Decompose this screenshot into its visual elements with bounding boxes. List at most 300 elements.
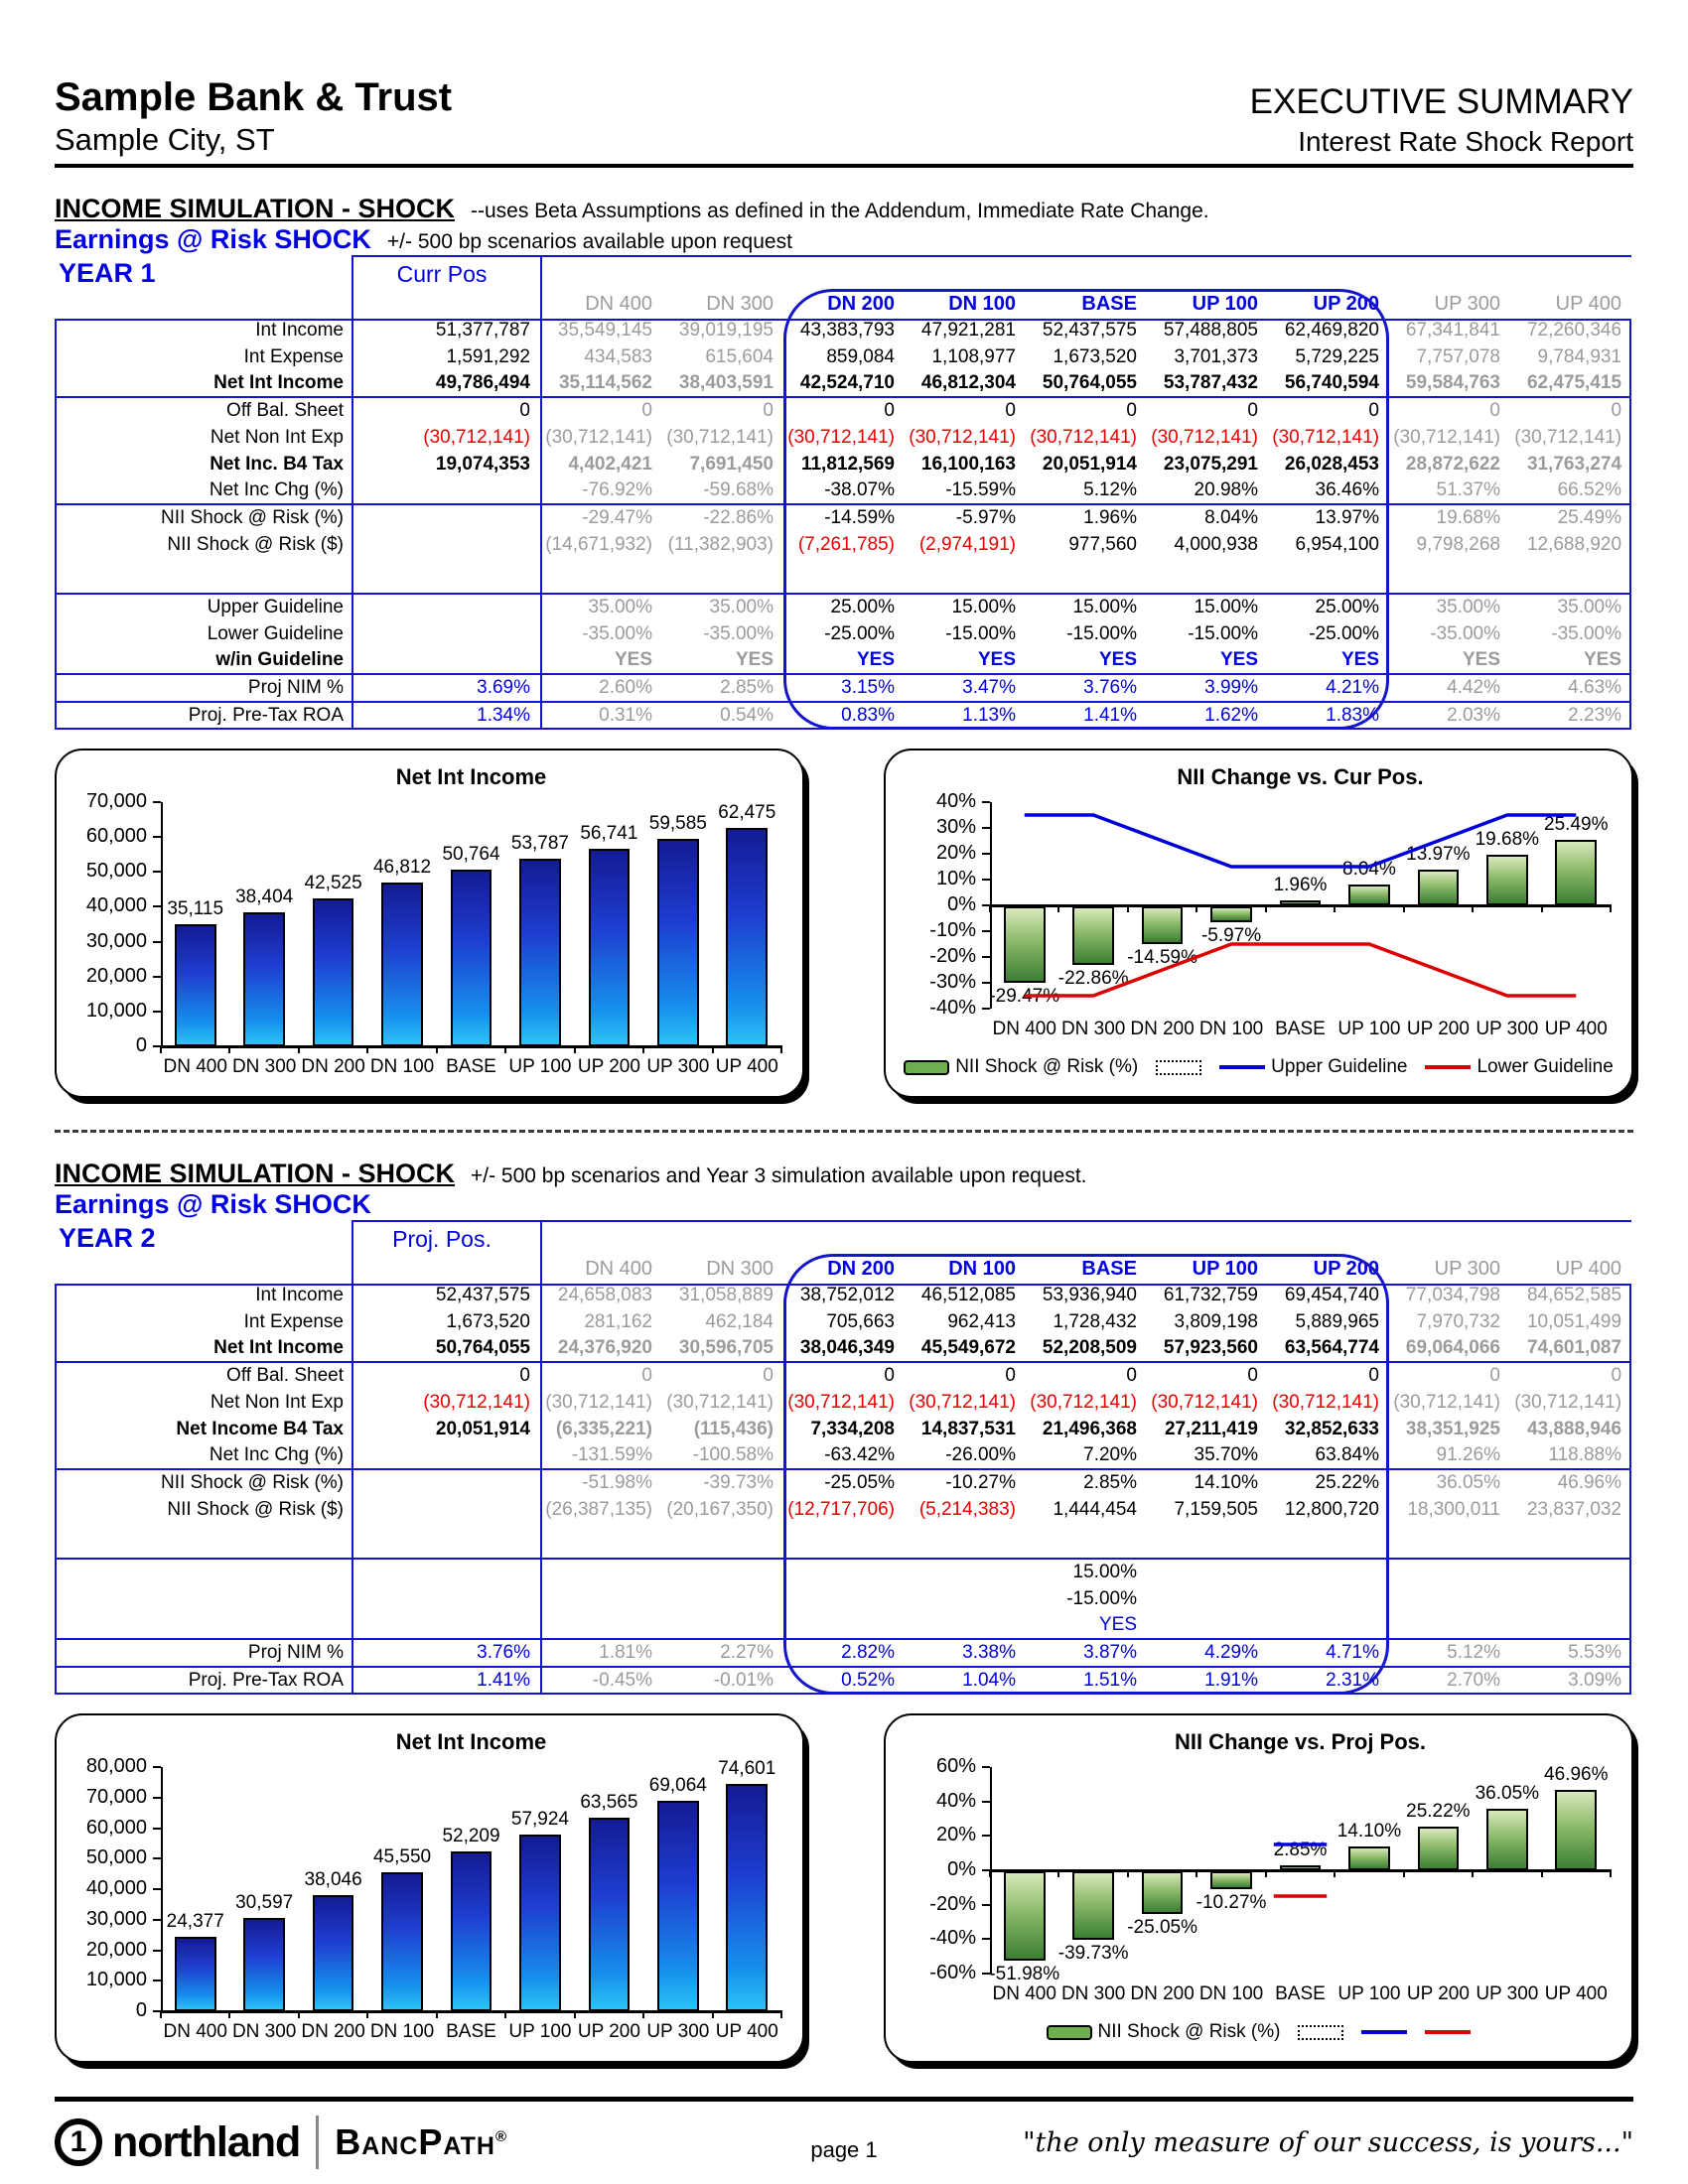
bar (657, 839, 699, 1046)
row-label: Net Non Int Exp (210, 1391, 344, 1413)
x-axis-tick (780, 1045, 782, 1053)
bar (381, 1872, 423, 2011)
table-row (55, 451, 1631, 478)
table-cell: (30,712,141) (1514, 426, 1622, 448)
column-header: DN 300 (706, 1257, 774, 1280)
bar-value-label: 59,585 (648, 812, 707, 834)
table-cell: 28,872,622 (1405, 453, 1500, 475)
table-cell: 46,512,085 (920, 1284, 1016, 1305)
table-cell: 7,334,208 (810, 1418, 895, 1439)
table-cell: 35,549,145 (557, 319, 652, 341)
bar (451, 870, 492, 1046)
table-row (55, 343, 1631, 370)
header-left (55, 75, 452, 158)
year1-charts (55, 749, 1633, 1098)
table-cell: (30,712,141) (787, 426, 895, 448)
table-cell: 3,809,198 (1174, 1310, 1258, 1332)
legend-bar-swatch (1047, 2025, 1092, 2040)
table-cell: 38,046,349 (799, 1337, 895, 1358)
table-row (55, 504, 1631, 531)
table-cell: 1,673,520 (1053, 345, 1137, 367)
table-cell: 7,159,505 (1174, 1498, 1258, 1520)
table-cell: 7.20% (1083, 1444, 1137, 1465)
bar (243, 912, 285, 1046)
table-row (55, 702, 1631, 729)
y-axis-tick-label: 30% (935, 816, 976, 838)
table-cell: YES (1340, 649, 1379, 670)
table-cell: -25.05% (783, 1469, 905, 1496)
table-cell: 35,114,562 (558, 372, 652, 393)
table-cell: 7,757,078 (1416, 345, 1500, 367)
table-cell: 43,383,793 (799, 319, 895, 341)
table-cell: 23,837,032 (1526, 1498, 1622, 1520)
table-cell: (30,712,141) (545, 1391, 652, 1413)
x-axis-tick (160, 1045, 162, 1053)
column-header: BASE (1081, 292, 1137, 315)
x-axis-category-label: UP 300 (646, 2021, 710, 2042)
section-subtitle-row (55, 224, 1633, 255)
table-cell (55, 290, 352, 317)
row-label (55, 1612, 352, 1639)
table-cell: 91.26% (1436, 1444, 1500, 1465)
x-axis-category-label: DN 300 (231, 1056, 297, 1077)
x-axis-tick (436, 2010, 438, 2018)
bar-value-label: -39.73% (1057, 1942, 1129, 1964)
table-cell: 35.70% (1194, 1444, 1258, 1465)
table-cell: 1.96% (1026, 504, 1147, 531)
table-cell: 0 (1389, 397, 1510, 424)
table-cell: 0 (783, 397, 905, 424)
x-axis-tick (504, 2010, 506, 2018)
table-cell (352, 504, 541, 531)
table-cell: 69,064,066 (1405, 1337, 1500, 1358)
legend-label: NII Shock @ Risk (%) (955, 1056, 1139, 1077)
x-axis-category-label: UP 100 (508, 1056, 572, 1077)
table-cell: 8.04% (1147, 504, 1268, 531)
table-cell: 5,729,225 (1295, 345, 1379, 367)
table-row (55, 370, 1631, 397)
year2-charts (55, 1713, 1633, 2063)
y-axis-tick (982, 1938, 990, 1940)
table-row (55, 1496, 1631, 1523)
y-axis-tick (982, 956, 990, 958)
position-column-header: Proj. Pos. (352, 1221, 541, 1255)
row-label: NII Shock @ Risk ($) (167, 1498, 344, 1520)
table-cell: -29.47% (541, 504, 662, 531)
table-cell: 0 (1147, 397, 1268, 424)
legend-item (1219, 1056, 1407, 1078)
table-cell: 962,413 (947, 1310, 1016, 1332)
table-row (55, 531, 1631, 558)
table-cell: (14,671,932) (545, 533, 652, 555)
table-cell: 0 (905, 397, 1026, 424)
table-cell: -25.00% (1309, 622, 1379, 644)
y-axis-tick (153, 1797, 161, 1799)
table-cell: 35.00% (541, 594, 662, 620)
year1-shock-table (55, 255, 1631, 729)
table-cell (1147, 1612, 1268, 1639)
y-axis-tick-label: -10% (929, 919, 976, 941)
table-cell: YES (1098, 649, 1137, 670)
table-cell: 25.00% (1268, 594, 1389, 620)
report-subtitle: Interest Rate Shock Report (1298, 126, 1633, 157)
table-cell: (30,712,141) (909, 426, 1016, 448)
y-axis-tick-label: -40% (929, 997, 976, 1019)
legend-item (904, 1056, 1138, 1078)
row-label: Net Int Income (213, 1337, 344, 1358)
table-cell: (30,712,141) (666, 1391, 774, 1413)
table-cell: YES (735, 649, 774, 670)
year-label: YEAR 1 (59, 258, 156, 288)
x-axis-category-label: DN 200 (301, 1056, 365, 1077)
column-header: UP 200 (1313, 292, 1379, 315)
footer-quote: "the only measure of our success, is yours..." (1023, 2126, 1633, 2158)
registered-mark: ® (494, 2128, 508, 2145)
table-cell: -63.42% (824, 1444, 895, 1465)
table-cell: 1.83% (1268, 702, 1389, 729)
table-cell: 62,475,415 (1526, 372, 1622, 393)
legend-item (1156, 1060, 1201, 1075)
table-cell (905, 1585, 1026, 1612)
table-cell: 9,798,268 (1416, 533, 1500, 555)
y-axis-tick-label: 60% (935, 1755, 976, 1777)
table-cell: 38,351,925 (1405, 1418, 1500, 1439)
chart-nii-change-proj-pos (884, 1713, 1633, 2063)
table-cell (352, 1612, 541, 1639)
x-axis-tick (436, 1045, 438, 1053)
bar (175, 924, 216, 1046)
x-axis-tick (298, 1045, 300, 1053)
table-cell: YES (977, 649, 1016, 670)
x-axis-tick (780, 2010, 782, 2018)
legend-line-blue-swatch (1219, 1065, 1265, 1069)
table-cell: 5.12% (1083, 479, 1137, 500)
table-cell (1510, 1585, 1631, 1612)
table-cell: -15.00% (945, 622, 1016, 644)
table-cell: 53,787,432 (1163, 372, 1258, 393)
table-cell (541, 558, 662, 594)
y-axis-tick-label: -20% (929, 945, 976, 967)
table-cell: 20.98% (1194, 479, 1258, 500)
table-cell: 72,260,346 (1526, 319, 1622, 341)
x-axis-tick (642, 2010, 644, 2018)
table-cell: 15.00% (905, 594, 1026, 620)
y-axis-tick (982, 930, 990, 932)
row-label: Net Non Int Exp (210, 426, 344, 448)
row-label (55, 1585, 352, 1612)
bar-value-label: 30,597 (235, 1891, 294, 1913)
table-row (55, 558, 1631, 594)
table-cell: 38,403,591 (678, 372, 774, 393)
table-cell: -14.59% (783, 504, 905, 531)
table-cell (662, 558, 783, 594)
table-row (55, 1639, 1631, 1667)
table-cell: YES (614, 649, 652, 670)
x-axis-category-label: UP 200 (1406, 1019, 1470, 1039)
x-axis-category-label: DN 400 (992, 1983, 1056, 2004)
y-axis-tick (982, 853, 990, 855)
table-cell: (30,712,141) (909, 1391, 1016, 1413)
legend-item (1425, 2030, 1471, 2034)
column-header: UP 300 (1434, 292, 1500, 315)
y-axis-tick (153, 1857, 161, 1859)
chart-title: NII Change vs. Cur Pos. (1177, 764, 1424, 789)
bar-value-label: 69,064 (648, 1774, 707, 1796)
table-cell: (30,712,141) (545, 426, 652, 448)
table-row (55, 674, 1631, 702)
table-cell (1147, 1585, 1268, 1612)
x-axis-category-label: DN 100 (1198, 1983, 1264, 2004)
table-cell (783, 1612, 905, 1639)
y-axis-tick-label: 20% (935, 1824, 976, 1846)
table-cell: -76.92% (582, 479, 652, 500)
table-cell: 4.63% (1510, 674, 1631, 702)
bar-value-label: -22.86% (1057, 968, 1129, 990)
x-axis-tick (574, 2010, 576, 2018)
table-cell (352, 531, 541, 558)
table-cell: 0 (1026, 1362, 1147, 1389)
table-row (55, 478, 1631, 504)
table-cell: (30,712,141) (1514, 1391, 1622, 1413)
y-axis-tick (153, 1011, 161, 1013)
row-label: Int Expense (243, 345, 344, 367)
table-cell (1389, 1559, 1510, 1585)
table-cell: 43,888,946 (1526, 1418, 1622, 1439)
y-axis-tick-label: 50,000 (85, 860, 147, 883)
table-cell (352, 1255, 541, 1282)
table-cell (905, 1523, 1026, 1559)
y-axis-line (161, 802, 163, 1046)
page-number: page 1 (810, 2137, 878, 2162)
row-label: NII Shock @ Risk ($) (167, 533, 344, 555)
bar (451, 1851, 492, 2011)
legend-label: NII Shock @ Risk (%) (1097, 2021, 1281, 2042)
table-cell (783, 1559, 905, 1585)
table-cell: 49,786,494 (352, 370, 541, 397)
table-cell: 19.68% (1389, 504, 1510, 531)
table-cell: 1,444,454 (1053, 1498, 1137, 1520)
table-cell: 39,019,195 (678, 319, 774, 341)
table-cell: 2.60% (541, 674, 662, 702)
y-axis-tick (982, 1008, 990, 1010)
table-cell (1510, 1612, 1631, 1639)
legend-item (1361, 2030, 1407, 2034)
bar-value-label: 74,601 (718, 1757, 776, 1779)
x-axis-tick (712, 1045, 714, 1053)
table-cell: 2.23% (1510, 702, 1631, 729)
table-cell: 35.00% (662, 594, 783, 620)
table-cell (1147, 1559, 1268, 1585)
y-axis-tick-label: -60% (929, 1962, 976, 1983)
row-label: Proj NIM % (55, 1639, 352, 1667)
rate-shock-table (55, 255, 1631, 729)
bar (657, 1801, 699, 2011)
table-cell: 3.76% (352, 1639, 541, 1667)
table-cell (905, 558, 1026, 594)
table-cell (1389, 1585, 1510, 1612)
table-cell: (30,712,141) (1393, 1391, 1500, 1413)
y-axis-tick (153, 1888, 161, 1890)
section-subtitle-note: +/- 500 bp scenarios available upon request (386, 230, 792, 253)
table-cell: 32,852,633 (1284, 1418, 1379, 1439)
x-axis-category-label: UP 200 (1406, 1983, 1470, 2004)
table-cell: 3.15% (783, 674, 905, 702)
table-cell: 63.84% (1315, 1444, 1379, 1465)
table-row (55, 1362, 1631, 1389)
chart-nii-change-cur-pos (884, 749, 1633, 1098)
table-cell: 434,583 (584, 345, 652, 367)
bar-value-label: 38,404 (235, 887, 294, 908)
table-cell: 1.81% (541, 1639, 662, 1667)
y-axis-tick (982, 801, 990, 803)
column-header: DN 100 (948, 1257, 1016, 1280)
table-cell: -35.00% (1551, 622, 1622, 644)
northland-wordmark: northland (112, 2117, 301, 2166)
table-cell: 46,812,304 (920, 372, 1016, 393)
bar-value-label: 57,924 (510, 1808, 569, 1830)
table-row (55, 1416, 1631, 1442)
table-cell: 7,970,732 (1416, 1310, 1500, 1332)
position-column-header: Curr Pos (352, 256, 541, 290)
y-axis-tick (153, 976, 161, 978)
bar (519, 1835, 561, 2011)
table-cell: (30,712,141) (352, 1389, 541, 1416)
table-cell (352, 594, 541, 620)
row-label: Upper Guideline (55, 594, 352, 620)
table-cell (1268, 558, 1389, 594)
row-label: Int Income (255, 1284, 344, 1305)
table-cell: 1.51% (1026, 1667, 1147, 1694)
section-subtitle-row (55, 1189, 1633, 1220)
table-cell: 2.70% (1389, 1667, 1510, 1694)
section-title-note: --uses Beta Assumptions as defined in the Addendum, Immediate Rate Change. (470, 200, 1209, 222)
y-axis-tick-label: 60,000 (85, 825, 147, 848)
table-cell: 14.10% (1147, 1469, 1268, 1496)
table-cell: 19,074,353 (352, 451, 541, 478)
bar-value-label: 36.05% (1475, 1782, 1540, 1804)
bar-value-label: -25.05% (1127, 1917, 1197, 1939)
table-cell (352, 1559, 541, 1585)
bar-value-label: -5.97% (1200, 924, 1262, 946)
table-cell (352, 1496, 541, 1523)
table-cell: YES (856, 649, 895, 670)
bar-value-label: 19.68% (1475, 828, 1540, 850)
row-label: Int Income (255, 319, 344, 341)
bar (589, 849, 631, 1046)
bar (175, 1937, 216, 2011)
table-cell: 26,028,453 (1284, 453, 1379, 475)
column-header: DN 200 (827, 292, 895, 315)
table-cell: 2.82% (783, 1639, 905, 1667)
bar (313, 898, 354, 1046)
table-cell: 21,496,368 (1042, 1418, 1137, 1439)
table-cell: 2.31% (1268, 1667, 1389, 1694)
table-cell: 4.71% (1268, 1639, 1389, 1667)
table-cell: (2,974,191) (918, 533, 1016, 555)
table-cell: 0 (541, 1362, 662, 1389)
y-axis-tick-label: -20% (929, 1892, 976, 1915)
table-cell: 30,596,705 (678, 1337, 774, 1358)
bar-value-label: 25.22% (1406, 1801, 1471, 1823)
table-cell: 12,688,920 (1526, 533, 1622, 555)
table-cell (352, 558, 541, 594)
x-axis-category-label: DN 100 (1198, 1019, 1264, 1039)
table-cell (1268, 1523, 1389, 1559)
table-cell (352, 620, 541, 647)
column-header: DN 400 (585, 292, 652, 315)
x-axis-category-label: UP 100 (508, 2021, 572, 2042)
table-cell: 62,469,820 (1284, 319, 1379, 341)
table-cell: 31,763,274 (1526, 453, 1622, 475)
table-cell: 3,701,373 (1174, 345, 1258, 367)
column-header: DN 300 (706, 292, 774, 315)
table-cell: -35.00% (1430, 622, 1500, 644)
table-cell (783, 558, 905, 594)
x-axis-category-label: DN 400 (992, 1019, 1056, 1039)
x-axis-category-label: DN 100 (369, 1056, 435, 1077)
table-cell: (30,712,141) (352, 424, 541, 451)
x-axis-tick (160, 2010, 162, 2018)
y-axis-tick-label: 0% (947, 893, 976, 915)
table-cell: (30,712,141) (1151, 1391, 1258, 1413)
legend-item (1047, 2021, 1281, 2043)
bar-value-label: 2.85% (1273, 1840, 1328, 1861)
y-axis-tick-label: -40% (929, 1927, 976, 1950)
section-year2 (55, 1159, 1633, 1694)
row-label: w/in Guideline (215, 649, 344, 670)
table-cell (1026, 1523, 1147, 1559)
section-title: INCOME SIMULATION - SHOCK (55, 1159, 455, 1188)
report-title: EXECUTIVE SUMMARY (1249, 82, 1633, 121)
row-label: Proj. Pre-Tax ROA (55, 702, 352, 729)
row-label (55, 1523, 352, 1559)
table-cell: 0 (1268, 397, 1389, 424)
y-axis-tick-label: -30% (929, 971, 976, 993)
legend-bar-swatch (904, 1060, 949, 1075)
table-cell: -25.00% (824, 622, 895, 644)
x-axis-category-label: DN 200 (1130, 1019, 1195, 1039)
table-cell: 0.52% (783, 1667, 905, 1694)
table-cell: 69,454,740 (1284, 1284, 1379, 1305)
table-cell: 74,601,087 (1526, 1337, 1622, 1358)
table-cell: 1,728,432 (1053, 1310, 1137, 1332)
table-cell: 36.46% (1315, 479, 1379, 500)
table-cell: 18,300,011 (1407, 1498, 1500, 1520)
table-cell: 3.38% (905, 1639, 1026, 1667)
legend-line-red-swatch (1425, 1065, 1471, 1069)
table-cell: 1.62% (1147, 702, 1268, 729)
bar (519, 859, 561, 1046)
table-cell: 0 (662, 1362, 783, 1389)
bar (313, 1895, 354, 2011)
x-axis-category-label: UP 100 (1337, 1983, 1401, 2004)
table-top-border (541, 256, 1631, 290)
section-title-note: +/- 500 bp scenarios and Year 3 simulation available upon request. (470, 1164, 1087, 1187)
row-label: Off Bal. Sheet (55, 397, 352, 424)
table-cell: 1.04% (905, 1667, 1026, 1694)
table-cell: 10,051,499 (1526, 1310, 1622, 1332)
table-cell: 52,208,509 (1042, 1337, 1137, 1358)
table-cell: 6,954,100 (1295, 533, 1379, 555)
legend-item (1298, 2025, 1343, 2040)
x-axis-tick (228, 1045, 230, 1053)
table-cell: 25.00% (783, 594, 905, 620)
table-cell (1147, 1523, 1268, 1559)
table-cell: (20,167,350) (666, 1498, 774, 1520)
table-cell: 1.41% (352, 1667, 541, 1694)
table-cell: 66.52% (1557, 479, 1622, 500)
table-cell: 0 (541, 397, 662, 424)
